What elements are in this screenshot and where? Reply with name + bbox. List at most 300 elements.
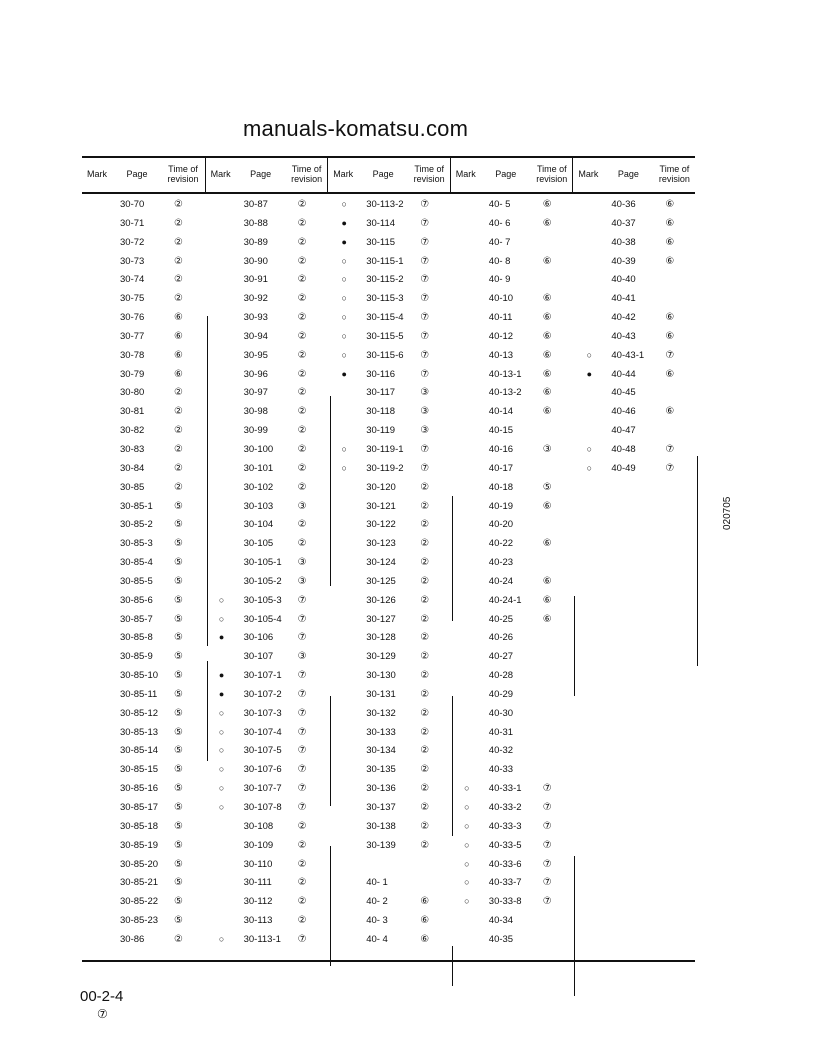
cell-revision: ⑥ <box>174 330 183 342</box>
side-document-code: 020705 <box>722 496 733 530</box>
cell-revision: ⑦ <box>297 594 307 606</box>
cell-page: 30-139 <box>366 839 396 851</box>
cell-revision: ⑦ <box>297 726 307 738</box>
cell-revision: ② <box>174 933 183 945</box>
cell-page: 30-138 <box>366 820 396 832</box>
table-row <box>206 874 329 893</box>
cell-page: 30-85-9 <box>120 651 153 663</box>
cell-page: 30-85-13 <box>120 726 159 738</box>
table-row <box>328 290 451 309</box>
cell-revision: ⑥ <box>542 538 552 550</box>
cell-page: 30-89 <box>243 236 268 248</box>
table-row <box>328 516 451 535</box>
cell-revision: ⑥ <box>542 368 552 380</box>
table-row <box>82 460 205 479</box>
cell-page: 30-131 <box>366 688 396 700</box>
cell-revision: ② <box>297 330 307 342</box>
cell-page: 30-96 <box>243 368 268 380</box>
cell-page: 30-85-19 <box>120 839 159 851</box>
table-row <box>451 705 574 724</box>
cell-page: 40-36 <box>611 199 636 210</box>
table-row <box>206 761 329 780</box>
cell-page: 30-113-1 <box>243 933 281 945</box>
cell-page: 30-85-6 <box>120 594 153 606</box>
table-row <box>328 724 451 743</box>
cell-page: 40-11 <box>488 312 513 324</box>
cell-revision: ② <box>174 255 183 267</box>
table-row <box>82 724 205 743</box>
cell-page: 40- 8 <box>488 255 511 267</box>
table-row <box>206 253 329 272</box>
cell-page: 30-112 <box>243 896 273 908</box>
table-row <box>328 441 451 460</box>
rows <box>573 196 696 479</box>
cell-mark: ○ <box>341 349 347 360</box>
table-row <box>573 422 696 441</box>
cell-page: 40-33-5 <box>488 839 522 851</box>
cell-page: 30-114 <box>366 217 396 229</box>
cell-page: 40-26 <box>488 632 514 644</box>
cell-revision: ⑦ <box>297 613 307 625</box>
table-row <box>451 573 574 592</box>
table-row <box>206 234 329 253</box>
table-row <box>328 347 451 366</box>
cell-page: 40-22 <box>488 538 514 550</box>
cell-page: 30-91 <box>243 274 268 286</box>
column-group-5 <box>572 156 696 474</box>
table-row <box>573 384 696 403</box>
table-row <box>451 271 574 290</box>
cell-revision: ② <box>174 293 183 305</box>
table-row <box>573 366 696 385</box>
cell-page: 30-113 <box>243 915 273 927</box>
table-row <box>451 856 574 875</box>
cell-page: 30-113-2 <box>366 199 404 210</box>
rows <box>328 196 451 950</box>
cell-page: 30-107-8 <box>243 802 282 813</box>
cell-revision: ⑤ <box>174 707 183 719</box>
rows <box>451 196 574 950</box>
cell-page: 30-126 <box>366 594 396 606</box>
header-mark: Mark <box>87 169 107 179</box>
cell-revision: ⑥ <box>542 406 552 418</box>
cell-page: 30-85-21 <box>120 877 159 889</box>
cell-page: 30-80 <box>120 387 145 399</box>
table-row <box>328 271 451 290</box>
cell-revision: ⑥ <box>542 594 552 606</box>
cell-revision: ⑥ <box>665 199 675 210</box>
header-page: Page <box>372 169 394 179</box>
table-row <box>328 629 451 648</box>
table-row <box>451 215 574 234</box>
cell-page: 30-105-1 <box>243 557 282 569</box>
table-row <box>206 347 329 366</box>
cell-revision: ⑤ <box>174 594 183 606</box>
column-group-2 <box>205 156 329 945</box>
table-row <box>328 535 451 554</box>
cell-revision: ② <box>297 312 307 324</box>
cell-revision: ③ <box>297 651 307 663</box>
cell-page: 40- 4 <box>366 933 388 945</box>
cell-page: 30-79 <box>120 368 145 380</box>
cell-page: 40-39 <box>611 255 636 267</box>
table-row <box>206 403 329 422</box>
cell-revision: ③ <box>420 387 430 399</box>
cell-page: 30-119-1 <box>366 443 404 455</box>
table-row <box>206 573 329 592</box>
table-row <box>328 818 451 837</box>
table-row <box>206 460 329 479</box>
table-row <box>451 366 574 385</box>
cell-page: 40- 7 <box>488 236 511 248</box>
table-row <box>328 705 451 724</box>
cell-revision: ② <box>297 199 307 210</box>
table-row <box>82 573 205 592</box>
cell-mark: ○ <box>218 594 225 605</box>
cell-page: 30-86 <box>120 933 145 945</box>
cell-revision: ② <box>420 707 430 719</box>
cell-mark: ● <box>341 236 347 247</box>
cell-page: 40-33-7 <box>488 877 522 889</box>
cell-page: 30-81 <box>120 406 145 418</box>
table-row <box>451 780 574 799</box>
cell-revision: ② <box>174 481 183 493</box>
table-row <box>451 196 574 215</box>
table-row <box>82 611 205 630</box>
cell-page: 30-102 <box>243 481 274 493</box>
cell-page: 30-107-2 <box>243 688 282 700</box>
cell-revision: ⑤ <box>174 915 183 927</box>
header-page: Page <box>126 169 148 179</box>
cell-revision: ② <box>297 820 307 832</box>
table-row <box>451 724 574 743</box>
cell-revision: ② <box>420 594 430 606</box>
cell-mark: ○ <box>341 330 347 341</box>
cell-page: 30-107-6 <box>243 764 282 776</box>
table-row <box>328 554 451 573</box>
table-row <box>573 460 696 479</box>
cell-revision: ⑦ <box>297 707 307 719</box>
cell-revision: ② <box>420 726 430 738</box>
cell-revision: ② <box>420 783 430 795</box>
cell-page: 40-30 <box>488 707 514 719</box>
cell-page: 30-115-2 <box>366 274 404 286</box>
table-row <box>328 403 451 422</box>
cell-revision: ⑦ <box>297 670 307 682</box>
cell-revision: ② <box>297 915 307 927</box>
cell-revision: ⑦ <box>542 820 552 832</box>
cell-revision: ⑥ <box>665 236 675 248</box>
table-row <box>206 384 329 403</box>
cell-page: 30-94 <box>243 330 268 342</box>
table-row <box>206 742 329 761</box>
table-row <box>206 686 329 705</box>
table-row <box>328 611 451 630</box>
cell-page: 30-129 <box>366 651 396 663</box>
revision-change-bar <box>207 316 208 646</box>
cell-page: 40-24 <box>488 575 514 587</box>
cell-page: 30-105-4 <box>243 613 282 625</box>
cell-page: 40-17 <box>488 462 514 474</box>
cell-page: 30-100 <box>243 443 274 455</box>
cell-page: 30-85-2 <box>120 519 153 531</box>
cell-page: 30-115 <box>366 236 396 248</box>
cell-page: 40-16 <box>488 443 514 455</box>
cell-page: 40-43-1 <box>611 349 645 361</box>
table-row <box>82 196 205 215</box>
table-row <box>82 761 205 780</box>
cell-page: 30-84 <box>120 462 145 474</box>
cell-page: 30-107 <box>243 651 274 663</box>
table-row <box>206 366 329 385</box>
cell-page: 30-85 <box>120 481 145 493</box>
cell-mark: ○ <box>464 839 470 850</box>
cell-mark: ○ <box>341 274 347 285</box>
revision-change-bar <box>330 396 331 586</box>
table-row <box>451 441 574 460</box>
cell-page: 30-107-7 <box>243 783 282 795</box>
cell-page: 30-105 <box>243 538 274 550</box>
cell-page: 30-85-3 <box>120 538 153 550</box>
cell-revision: ⑦ <box>297 783 307 795</box>
cell-page: 30-115-5 <box>366 330 404 342</box>
cell-revision: ② <box>174 462 183 474</box>
cell-revision: ⑥ <box>665 255 675 267</box>
cell-revision: ② <box>297 349 307 361</box>
cell-revision: ② <box>420 820 430 832</box>
cell-page: 40- 9 <box>488 274 511 286</box>
cell-mark: ● <box>341 368 347 379</box>
table-row <box>82 384 205 403</box>
cell-page: 30-95 <box>243 349 268 361</box>
cell-page: 30-127 <box>366 613 396 625</box>
table-row <box>206 837 329 856</box>
cell-page: 30-107-4 <box>243 726 282 738</box>
table-row <box>451 384 574 403</box>
table-row <box>206 648 329 667</box>
table-row <box>82 742 205 761</box>
table-row <box>573 196 696 215</box>
cell-revision: ⑦ <box>297 688 307 700</box>
cell-revision: ② <box>297 877 307 889</box>
cell-revision: ⑦ <box>297 745 307 757</box>
table-row <box>328 667 451 686</box>
table-row <box>451 554 574 573</box>
cell-revision: ⑦ <box>542 783 552 795</box>
cell-page: 30-70 <box>120 199 145 210</box>
cell-revision: ② <box>297 406 307 418</box>
rows <box>206 196 329 950</box>
table-row <box>451 498 574 517</box>
cell-page: 30-85-14 <box>120 745 159 757</box>
cell-page: 40-25 <box>488 613 514 625</box>
table-row <box>82 403 205 422</box>
cell-page: 40-20 <box>488 519 514 531</box>
cell-revision: ⑦ <box>665 443 675 455</box>
cell-revision: ⑤ <box>174 877 183 889</box>
cell-page: 40-31 <box>488 726 514 738</box>
table-row <box>451 592 574 611</box>
cell-mark: ○ <box>218 933 225 944</box>
cell-page: 30-108 <box>243 820 274 832</box>
cell-page: 30-130 <box>366 670 396 682</box>
table-row <box>451 874 574 893</box>
cell-mark: ● <box>341 217 347 228</box>
cell-revision: ⑤ <box>174 651 183 663</box>
table-row <box>573 347 696 366</box>
table-row <box>206 328 329 347</box>
cell-mark: ● <box>586 368 593 379</box>
cell-page: 40-35 <box>488 933 514 945</box>
table-row <box>82 818 205 837</box>
table-row <box>206 611 329 630</box>
table-row <box>328 234 451 253</box>
table-row <box>451 535 574 554</box>
rows <box>82 196 205 950</box>
table-row <box>328 309 451 328</box>
table-row <box>328 856 451 875</box>
cell-page: 40-33-1 <box>488 783 522 795</box>
cell-revision: ⑦ <box>665 462 675 474</box>
table-row <box>451 648 574 667</box>
cell-mark: ○ <box>341 312 347 323</box>
table-row <box>573 441 696 460</box>
table-row <box>328 366 451 385</box>
cell-page: 30-110 <box>243 858 273 870</box>
table-row <box>328 422 451 441</box>
table-row <box>206 856 329 875</box>
cell-revision: ⑦ <box>542 839 552 851</box>
cell-page: 30-71 <box>120 217 145 229</box>
revision-change-bar <box>207 496 208 576</box>
table-row <box>451 290 574 309</box>
cell-page: 30-75 <box>120 293 145 305</box>
table-row <box>451 403 574 422</box>
cell-revision: ⑦ <box>420 462 430 474</box>
table-row <box>82 479 205 498</box>
table-row <box>328 196 451 215</box>
cell-revision: ② <box>297 538 307 550</box>
cell-page: 40-13 <box>488 349 514 361</box>
cell-page: 40-33 <box>488 764 514 776</box>
cell-revision: ⑦ <box>420 255 430 267</box>
cell-revision: ② <box>420 613 430 625</box>
cell-page: 30-88 <box>243 217 268 229</box>
cell-mark: ● <box>218 688 225 699</box>
cell-page: 30-72 <box>120 236 145 248</box>
cell-page: 30-83 <box>120 443 145 455</box>
cell-page: 40-49 <box>611 462 636 474</box>
header-revision: Time of revision <box>413 164 445 184</box>
table-row <box>451 667 574 686</box>
cell-page: 30-106 <box>243 632 274 644</box>
header-page: Page <box>495 169 517 179</box>
cell-revision: ② <box>297 858 307 870</box>
table-row <box>573 403 696 422</box>
table-row <box>206 196 329 215</box>
cell-revision: ⑥ <box>420 933 430 945</box>
table-row <box>206 498 329 517</box>
cell-mark: ○ <box>586 443 593 454</box>
header-page: Page <box>617 169 639 179</box>
cell-page: 40-33-2 <box>488 802 522 813</box>
table-row <box>451 761 574 780</box>
cell-mark: ○ <box>218 707 225 718</box>
cell-revision: ⑤ <box>174 613 183 625</box>
cell-revision: ③ <box>297 500 307 512</box>
cell-page: 30-85-10 <box>120 670 159 682</box>
cell-revision: ② <box>420 500 430 512</box>
cell-page: 40-15 <box>488 425 514 437</box>
cell-mark: ○ <box>464 783 470 794</box>
header-revision: Time of revision <box>167 164 199 184</box>
table-row <box>573 271 696 290</box>
cell-page: 30-133 <box>366 726 396 738</box>
cell-revision: ② <box>297 481 307 493</box>
table-row <box>328 799 451 818</box>
header-revision: Time of revision <box>658 164 690 184</box>
table-row <box>328 253 451 272</box>
cell-page: 40-14 <box>488 406 514 418</box>
cell-page: 30-76 <box>120 312 145 324</box>
table-row <box>328 648 451 667</box>
column-group-1 <box>82 156 205 962</box>
cell-page: 40- 5 <box>488 199 511 210</box>
cell-mark: ○ <box>218 783 225 794</box>
cell-revision: ⑥ <box>174 349 183 361</box>
table-row <box>328 742 451 761</box>
table-row <box>82 780 205 799</box>
footer-revision-mark: ⑦ <box>97 1007 108 1021</box>
cell-mark: ● <box>218 632 225 643</box>
cell-page: 40- 2 <box>366 896 388 908</box>
table-row <box>451 234 574 253</box>
cell-page: 30-33-8 <box>488 896 522 908</box>
table-row <box>82 686 205 705</box>
column-group-4 <box>450 156 574 945</box>
table-row <box>451 931 574 950</box>
cell-revision: ② <box>174 387 183 399</box>
table-row <box>451 629 574 648</box>
table-row <box>451 818 574 837</box>
cell-revision: ⑥ <box>542 613 552 625</box>
cell-page: 30-118 <box>366 406 396 418</box>
table-row <box>573 253 696 272</box>
cell-page: 30-125 <box>366 575 396 587</box>
cell-mark: ○ <box>464 802 470 812</box>
table-row <box>451 516 574 535</box>
cell-page: 30-135 <box>366 764 396 776</box>
cell-page: 40-10 <box>488 293 514 305</box>
header-mark: Mark <box>455 169 476 179</box>
cell-revision: ⑤ <box>174 764 183 776</box>
cell-revision: ⑤ <box>174 519 183 531</box>
header-mark: Mark <box>210 169 231 179</box>
cell-page: 30-85-4 <box>120 557 153 569</box>
table-row <box>328 384 451 403</box>
cell-page: 30-90 <box>243 255 268 267</box>
cell-revision: ⑤ <box>174 500 183 512</box>
cell-revision: ⑥ <box>665 368 675 380</box>
cell-revision: ② <box>297 255 307 267</box>
cell-page: 30-119-2 <box>366 462 404 474</box>
table-row <box>206 516 329 535</box>
cell-mark: ○ <box>586 349 593 360</box>
cell-revision: ⑤ <box>174 745 183 757</box>
table-row <box>451 799 574 818</box>
cell-page: 40-12 <box>488 330 514 342</box>
table-row <box>82 931 205 950</box>
